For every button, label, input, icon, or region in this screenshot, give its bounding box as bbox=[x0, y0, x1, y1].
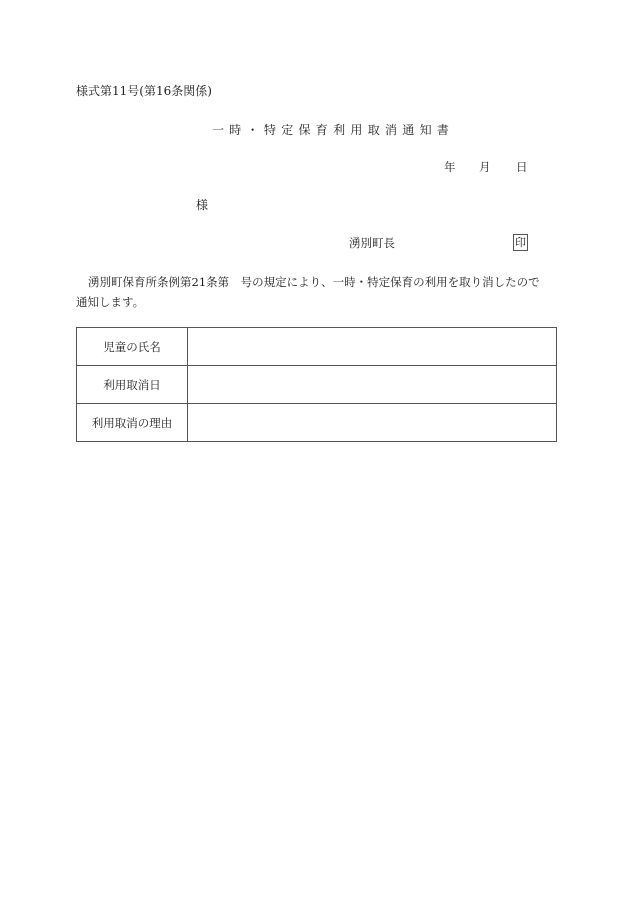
date-day-label: 日 bbox=[516, 160, 528, 174]
date-line bbox=[444, 160, 528, 174]
document-title: 一時・特定保育利用取消通知書 bbox=[212, 123, 455, 137]
table-row bbox=[77, 328, 557, 366]
notification-details-table bbox=[76, 327, 557, 442]
cancellation-reason-value bbox=[188, 404, 557, 442]
child-name-value bbox=[188, 328, 557, 366]
date-month-label: 月 bbox=[479, 160, 491, 174]
cancellation-date-label: 利用取消日 bbox=[77, 366, 188, 404]
notice-body-line-1: 湧別町保育所条例第21条第 号の規定により、一時・特定保育の利用を取り消したので bbox=[88, 275, 540, 289]
child-name-label: 児童の氏名 bbox=[77, 328, 188, 366]
notice-body bbox=[76, 272, 558, 312]
cancellation-reason-label: 利用取消の理由 bbox=[77, 404, 188, 442]
notice-body-line-2: 通知します。 bbox=[76, 295, 145, 309]
issuer-name: 湧別町長 bbox=[349, 236, 395, 250]
form-number: 様式第11号(第16条関係) bbox=[76, 84, 212, 98]
recipient-suffix: 様 bbox=[196, 198, 209, 212]
seal-stamp: 印 bbox=[515, 236, 526, 249]
table-row bbox=[77, 366, 557, 404]
date-year-label: 年 bbox=[444, 160, 456, 174]
table-row bbox=[77, 404, 557, 442]
cancellation-date-value bbox=[188, 366, 557, 404]
